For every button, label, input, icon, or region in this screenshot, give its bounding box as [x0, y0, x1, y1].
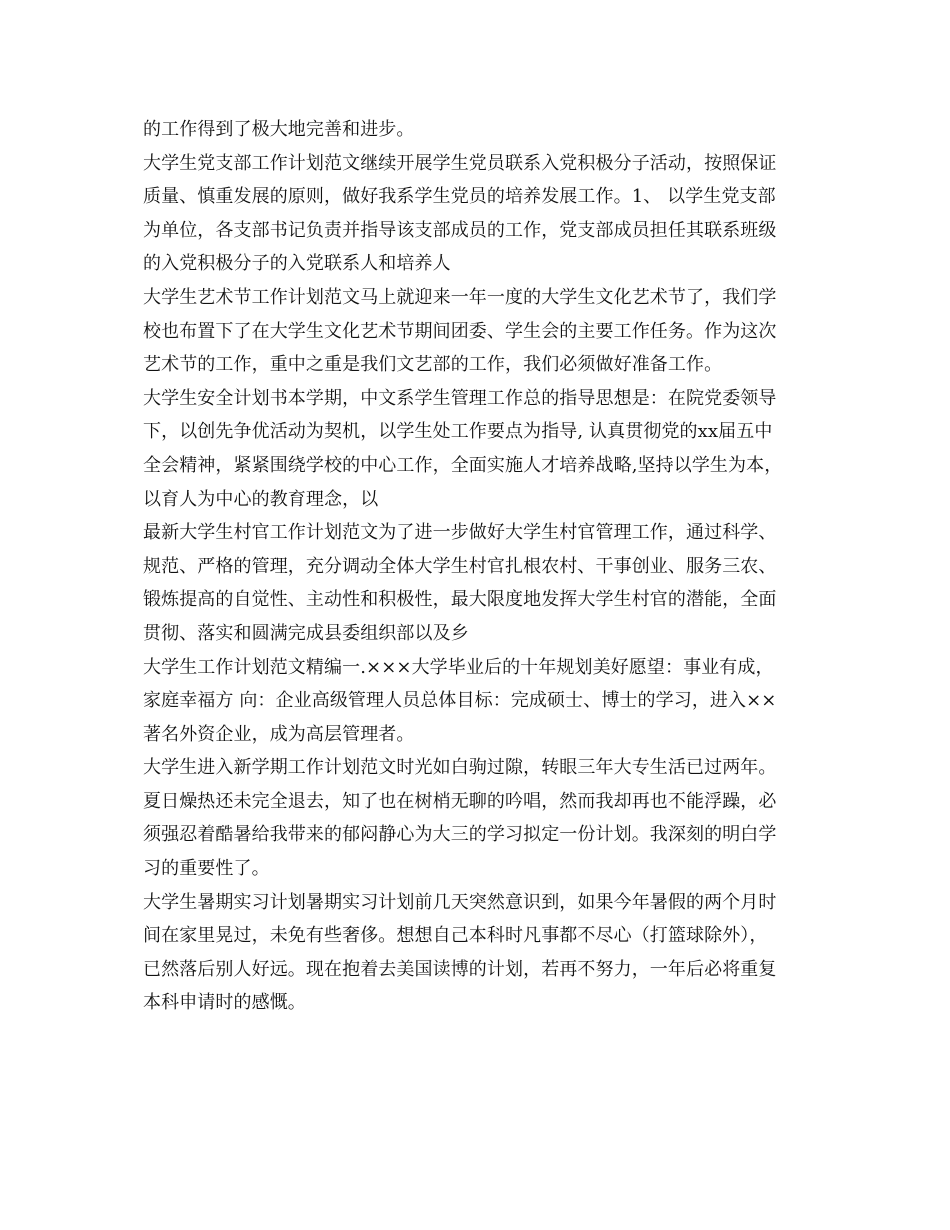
- text-line: 本科申请时的感慨。: [143, 992, 306, 1014]
- text-line: 大学生艺术节工作计划范文马上就迎来一年一度的大学生文化艺术节了，我们学: [143, 286, 777, 308]
- paragraph-party-branch-plan: [143, 147, 807, 281]
- text-line: 下，以创先争优活动为契机，以学生处工作要点为指导, 认真贯彻党的xx届五中: [143, 421, 773, 443]
- document-body: [143, 113, 807, 1020]
- text-line: 已然落后别人好远。现在抱着去美国读博的计划，若再不努力，一年后必将重复: [143, 958, 777, 980]
- text-line: 贯彻、落实和圆满完成县委组织部以及乡: [143, 622, 469, 644]
- text-line: 规范、严格的管理，充分调动全体大学生村官扎根农村、干事创业、服务三农、: [143, 555, 777, 577]
- paragraph-ten-year-plan: [143, 651, 807, 752]
- text-line: 大学生党支部工作计划范文继续开展学生党员联系入党积极分子活动，按照保证: [143, 152, 777, 174]
- text-line: 最新大学生村官工作计划范文为了进一步做好大学生村官管理工作，通过科学、: [143, 522, 777, 544]
- text-line: 家庭幸福方 向：企业高级管理人员总体目标：完成硕士、博士的学习，进入××: [143, 690, 777, 712]
- text-line: 习的重要性了。: [143, 858, 270, 880]
- paragraph-village-official-plan: [143, 516, 807, 650]
- text-line: 须强忍着酷暑给我带来的郁闷静心为大三的学习拟定一份计划。我深刻的明白学: [143, 824, 777, 846]
- paragraph-continuation: [143, 113, 807, 147]
- paragraph-new-semester-plan: [143, 751, 807, 885]
- text-line: 校也布置下了在大学生文化艺术节期间团委、学生会的主要工作任务。作为这次: [143, 320, 777, 342]
- text-line: 以育人为中心的教育理念，以: [143, 488, 379, 510]
- text-line: 大学生工作计划范文精编一.×××大学毕业后的十年规划美好愿望：事业有成，: [143, 656, 774, 678]
- text-line: 为单位，各支部书记负责并指导该支部成员的工作，党支部成员担任其联系班级: [143, 219, 777, 241]
- paragraph-summer-internship-plan: [143, 886, 807, 1020]
- text-line: 质量、慎重发展的原则，做好我系学生党员的培养发展工作。1、 以学生党支部: [143, 186, 776, 208]
- paragraph-art-festival-plan: [143, 281, 807, 382]
- paragraph-safety-plan: [143, 382, 807, 516]
- text-line: 夏日燥热还未完全退去，知了也在树梢无聊的吟唱，然而我却再也不能浮躁，必: [143, 790, 777, 812]
- text-line: 大学生安全计划书本学期，中文系学生管理工作总的指导思想是：在院党委领导: [143, 387, 777, 409]
- text-line: 锻炼提高的自觉性、主动性和积极性，最大限度地发挥大学生村官的潜能，全面: [143, 589, 777, 611]
- text-line: 著名外资企业，成为高层管理者。: [143, 723, 415, 745]
- text-line: 大学生暑期实习计划暑期实习计划前几天突然意识到，如果今年暑假的两个月时: [143, 891, 777, 913]
- text-line: 的工作得到了极大地完善和进步。: [143, 119, 415, 140]
- text-line: 间在家里晃过，未免有些奢侈。想想自己本科时凡事都不尽心（打篮球除外），: [143, 925, 768, 947]
- text-line: 的入党积极分子的入党联系人和培养人: [143, 253, 451, 275]
- text-line: 大学生进入新学期工作计划范文时光如白驹过隙，转眼三年大专生活已过两年。: [143, 757, 777, 779]
- text-line: 艺术节的工作，重中之重是我们文艺部的工作，我们必须做好准备工作。: [143, 354, 723, 376]
- text-line: 全会精神，紧紧围绕学校的中心工作，全面实施人才培养战略,坚持以学生为本，: [143, 454, 783, 476]
